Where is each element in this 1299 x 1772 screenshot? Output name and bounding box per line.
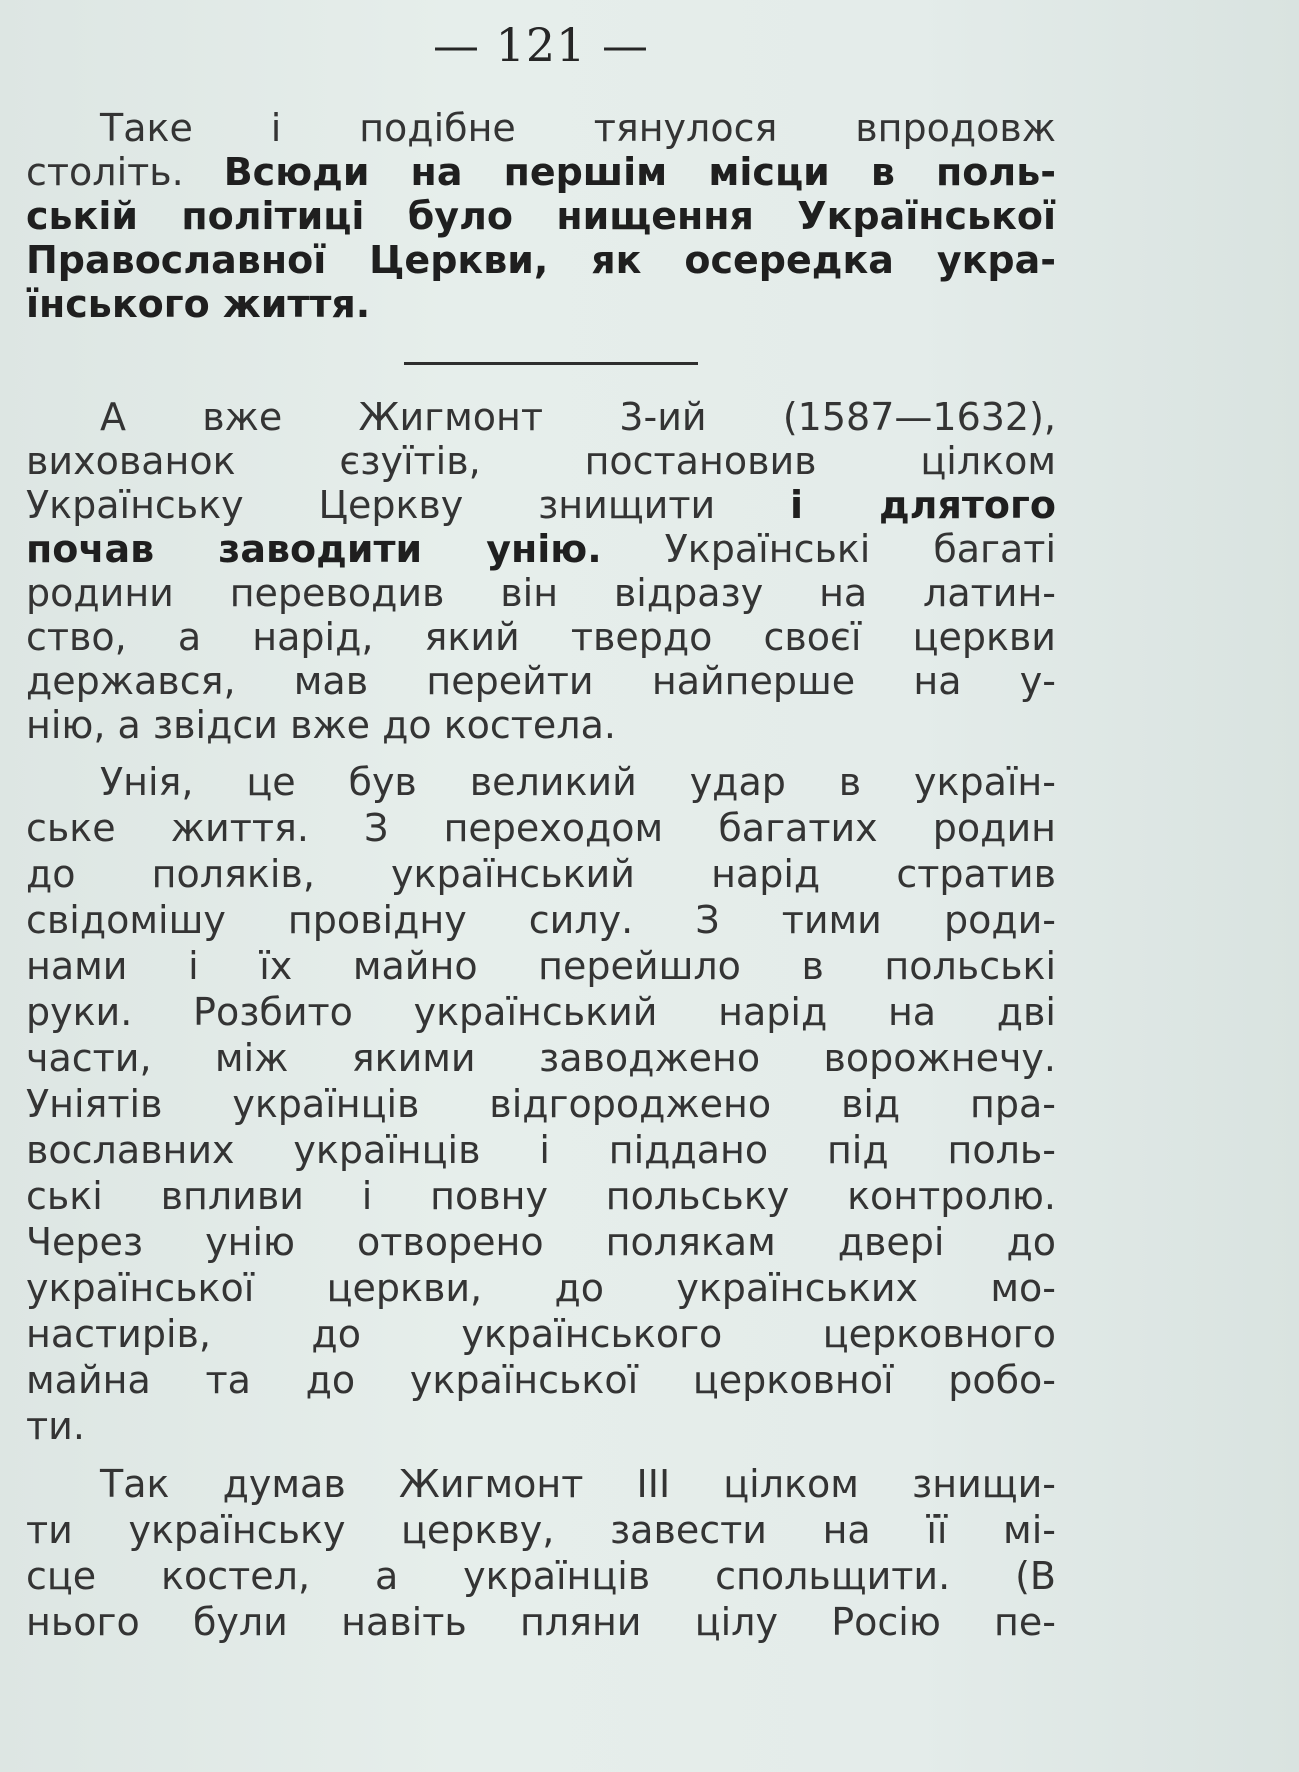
bold-text-span: почав заводити унію.	[26, 527, 602, 571]
text-line	[26, 1174, 1056, 1218]
text-span: родини переводив він відразу на латин-	[26, 571, 1056, 615]
text-span: руки. Розбито український нарід на дві	[26, 990, 1056, 1034]
text-span: ське життя. З переходом багатих родин	[26, 806, 1056, 850]
text-line	[26, 898, 1056, 942]
text-line	[26, 615, 1056, 659]
text-line	[26, 1082, 1056, 1126]
text-line	[26, 238, 1056, 282]
text-line	[26, 527, 1056, 571]
text-line	[26, 703, 1056, 747]
text-line	[26, 1036, 1056, 1080]
text-line	[26, 571, 1056, 615]
text-span: держався, мав перейти найперше на у-	[26, 659, 1056, 703]
section-divider	[404, 362, 698, 365]
text-span: Таке і подібне тянулося впродовж	[100, 106, 1056, 150]
text-span: сце костел, а українців спольщити. (В	[26, 1554, 1056, 1598]
text-span: століть.	[26, 150, 224, 194]
text-line	[26, 990, 1056, 1034]
text-span: Українські багаті	[601, 527, 1056, 571]
text-span: нами і їх майно перейшло в польські	[26, 944, 1056, 988]
text-line	[26, 1220, 1056, 1264]
text-span: Унія, це був великий удар в україн-	[100, 760, 1056, 804]
text-line	[26, 1312, 1056, 1356]
text-span: ські впливи і повну польську контролю.	[26, 1174, 1056, 1218]
text-line	[26, 194, 1056, 238]
text-line	[26, 760, 1056, 804]
text-span: Так думав Жигмонт III цілком знищи-	[100, 1462, 1056, 1506]
text-span: ти.	[26, 1404, 85, 1448]
text-span: вославних українців і піддано під поль-	[26, 1128, 1056, 1172]
text-line	[26, 852, 1056, 896]
text-line	[26, 1266, 1056, 1310]
text-span: вихованок єзуїтів, постановив цілком	[26, 439, 1056, 483]
text-span: настирів, до українського церковного	[26, 1312, 1056, 1356]
text-span: Через унію отворено полякам двері до	[26, 1220, 1056, 1264]
text-line	[26, 395, 1056, 439]
text-line	[26, 1600, 1056, 1644]
text-line	[26, 1508, 1056, 1552]
text-span: української церкви, до українських мо-	[26, 1266, 1056, 1310]
text-span: свідомішу провідну силу. З тими роди-	[26, 898, 1056, 942]
text-line	[26, 439, 1056, 483]
text-span: ство, а нарід, який твердо своєї церкви	[26, 615, 1056, 659]
bold-text-span: Православної Церкви, як осередка укра-	[26, 238, 1056, 282]
text-line	[26, 659, 1056, 703]
text-span: до поляків, український нарід стратив	[26, 852, 1056, 896]
bold-text-span: Всюди на першім місци в поль-	[223, 150, 1057, 194]
text-line	[26, 282, 1056, 326]
text-span: А вже Жигмонт 3-ий (1587—1632),	[100, 395, 1056, 439]
text-line	[26, 1128, 1056, 1172]
text-span: Уніятів українців відгороджено від пра-	[26, 1082, 1056, 1126]
text-line	[26, 1462, 1056, 1506]
text-line	[26, 150, 1056, 194]
text-line	[26, 1554, 1056, 1598]
text-span: нього були навіть пляни цілу Росію пе-	[26, 1600, 1056, 1644]
text-line	[26, 806, 1056, 850]
bold-text-span: їнського життя.	[26, 282, 371, 326]
text-span: ти українську церкву, завести на її мі-	[26, 1508, 1056, 1552]
text-line	[26, 106, 1056, 150]
text-span: Українську Церкву знищити	[26, 483, 790, 527]
bold-text-span: ській політиці було нищення Української	[26, 194, 1056, 238]
text-span: нію, а звідси вже до костела.	[26, 703, 616, 747]
text-span: части, між якими заводжено ворожнечу.	[26, 1036, 1056, 1080]
text-line	[26, 483, 1056, 527]
text-span: майна та до української церковної робо-	[26, 1358, 1056, 1402]
page-number: — 121 —	[432, 18, 650, 72]
bold-text-span: і длятого	[789, 483, 1056, 527]
text-line	[26, 1404, 1056, 1448]
text-line	[26, 1358, 1056, 1402]
text-line	[26, 944, 1056, 988]
